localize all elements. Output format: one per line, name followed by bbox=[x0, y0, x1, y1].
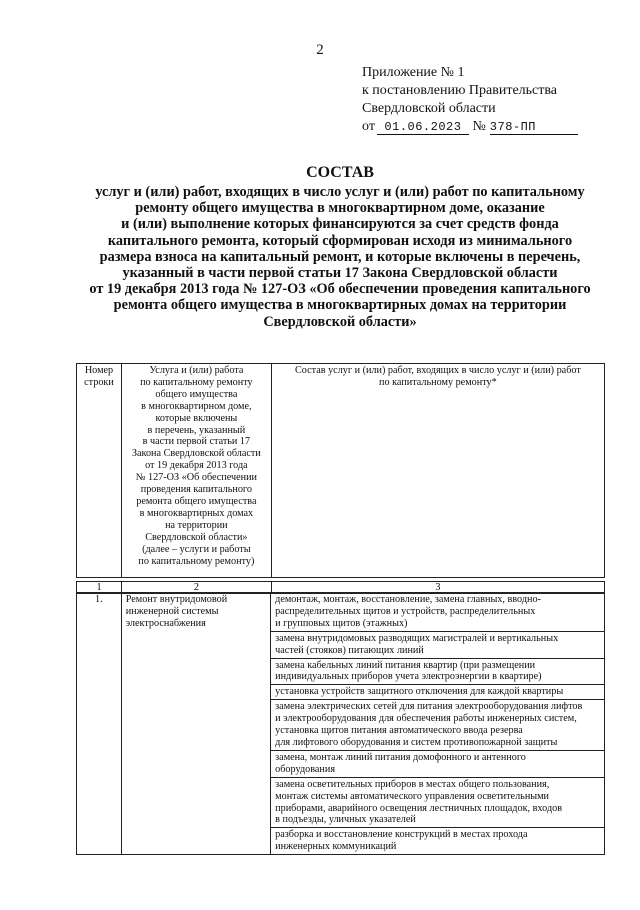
header-text-line: которые включены bbox=[155, 412, 238, 424]
work-item-line: замена, монтаж линий питания домофонного и антенного bbox=[275, 751, 526, 763]
header-text-line: строки bbox=[84, 376, 114, 388]
work-item-line: оборудования bbox=[275, 763, 336, 775]
page-number: 2 bbox=[316, 42, 324, 58]
subtitle-line: Свердловской области» bbox=[263, 313, 417, 330]
subtitle-line: указанный в части первой статьи 17 Закона Свердловской области bbox=[122, 265, 558, 282]
document-title: СОСТАВ bbox=[306, 164, 374, 181]
work-item-line: замена осветительных приборов в местах общего пользования, bbox=[275, 778, 550, 790]
work-item-line: замена кабельных линий питания квартир (при размещении bbox=[275, 659, 536, 671]
work-item-line: и электрооборудования для обеспечения работы инженерных систем, bbox=[275, 713, 577, 725]
header-text-line: (далее – услуги и работы bbox=[142, 543, 251, 555]
table-body bbox=[76, 592, 605, 855]
header-text-line: на территории bbox=[165, 519, 228, 531]
work-item-line: разборка и восстановление конструкций в местах прохода bbox=[275, 829, 528, 841]
subtitle-line: от 19 декабря 2013 года № 127-ОЗ «Об обеспечении проведения капитального bbox=[89, 281, 591, 298]
header-text-line: № 127-ОЗ «Об обеспечении bbox=[135, 472, 258, 484]
appendix-block bbox=[362, 64, 578, 136]
work-item-line: и групповых щитов (этажных) bbox=[275, 617, 408, 629]
header-text-line: Закона Свердловской области bbox=[131, 448, 261, 460]
service-name bbox=[121, 593, 270, 855]
resolution-date: 01.06.2023 bbox=[377, 120, 469, 135]
subtitle-line: ремонта общего имущества в многоквартирных домах на территории bbox=[113, 297, 567, 314]
subtitle-line: услуг и (или) работ, входящих в число услуг и (или) работ по капитальному bbox=[95, 184, 585, 200]
header-text-line: по капитальному ремонту* bbox=[379, 376, 497, 388]
header-col-service bbox=[121, 364, 271, 578]
subtitle-line: и (или) выполнение которых финансируются за счет средств фонда bbox=[121, 216, 559, 233]
work-item bbox=[271, 828, 605, 855]
header-text-line: Состав услуг и (или) работ, входящих в число услуг и (или) работ bbox=[294, 365, 581, 376]
header-text-line: Свердловской области» bbox=[145, 531, 248, 543]
table-row bbox=[77, 593, 605, 632]
work-item-line: распределительных щитов и устройств, распределительных bbox=[275, 605, 536, 617]
work-item-line: установка щитов питания автоматического ввода резерва bbox=[275, 725, 523, 737]
subtitle-line: размера взноса на капитальный ремонт, и которые включены в перечень, bbox=[99, 248, 581, 265]
work-item bbox=[271, 631, 605, 658]
service-name-line: электроснабжения bbox=[125, 617, 206, 629]
work-item bbox=[271, 700, 605, 751]
header-text-line: по капитальному ремонту) bbox=[138, 555, 255, 567]
header-text-line: проведения капитального bbox=[140, 484, 252, 496]
header-text-line: в части первой статьи 17 bbox=[142, 436, 251, 448]
work-item-line: приборами, аварийного освещения лестничных площадок, входов bbox=[275, 802, 563, 814]
column-number-1: 1 bbox=[77, 582, 122, 594]
table-header bbox=[76, 363, 605, 594]
header-text-line: ремонта общего имущества bbox=[136, 495, 257, 507]
appendix-line-1: Приложение № 1 bbox=[362, 65, 465, 80]
work-item-line: замена внутридомовых разводящих магистралей и вертикальных bbox=[275, 632, 559, 644]
work-item-line: инженерных коммуникаций bbox=[275, 841, 397, 853]
work-item-line: индивидуальных приборов учета электроэнергии в квартире) bbox=[275, 671, 542, 683]
work-item-line: монтаж системы автоматического управления осветительными bbox=[275, 790, 550, 802]
header-col-works bbox=[271, 364, 604, 578]
resolution-number: 378-ПП bbox=[490, 120, 578, 135]
service-name-line: инженерной системы bbox=[125, 605, 219, 617]
work-item bbox=[271, 750, 605, 777]
row-number: 1. bbox=[77, 593, 122, 855]
header-text-line: Номер bbox=[84, 365, 114, 376]
header-col-number bbox=[77, 364, 122, 578]
work-item bbox=[271, 593, 605, 632]
work-item bbox=[271, 685, 605, 700]
work-item-line: частей (стояков) питающих линий bbox=[275, 644, 424, 656]
work-item bbox=[271, 777, 605, 828]
column-number-2: 2 bbox=[121, 582, 271, 594]
document-subtitle bbox=[60, 184, 620, 330]
header-text-line: по капитальному ремонту bbox=[140, 376, 253, 388]
header-text-line: в многоквартирном доме, bbox=[141, 400, 252, 412]
appendix-line-2: к постановлению Правительства bbox=[362, 83, 558, 98]
header-text-line: в многоквартирных домах bbox=[139, 507, 254, 519]
appendix-date-line bbox=[362, 118, 578, 136]
work-item-line: для лифтового оборудования и систем противопожарной защиты bbox=[275, 736, 558, 748]
header-text-line: общего имущества bbox=[155, 388, 238, 400]
header-text-line: Услуга и (или) работа bbox=[149, 365, 244, 376]
subtitle-line: ремонту общего имущества в многоквартирном доме, оказание bbox=[135, 200, 545, 217]
from-label: от bbox=[362, 119, 375, 134]
number-label: № bbox=[472, 119, 486, 134]
work-item-line: демонтаж, монтаж, восстановление, замена главных, вводно- bbox=[275, 594, 541, 605]
appendix-line-3: Свердловской области bbox=[362, 101, 496, 116]
work-item-line: установка устройств защитного отключения для каждой квартиры bbox=[275, 686, 564, 698]
subtitle-line: капитального ремонта, который сформирован исходя из минимального bbox=[107, 232, 573, 249]
column-number-3: 3 bbox=[271, 582, 604, 594]
service-name-line: Ремонт внутридомовой bbox=[125, 594, 228, 605]
header-text-line: от 19 декабря 2013 года bbox=[145, 460, 248, 472]
work-item-line: замена электрических сетей для питания электрооборудования лифтов bbox=[275, 701, 583, 713]
work-item-line: в подъезды, уличных указателей bbox=[275, 814, 416, 826]
header-text-line: в перечень, указанный bbox=[147, 424, 246, 436]
work-item bbox=[271, 658, 605, 685]
